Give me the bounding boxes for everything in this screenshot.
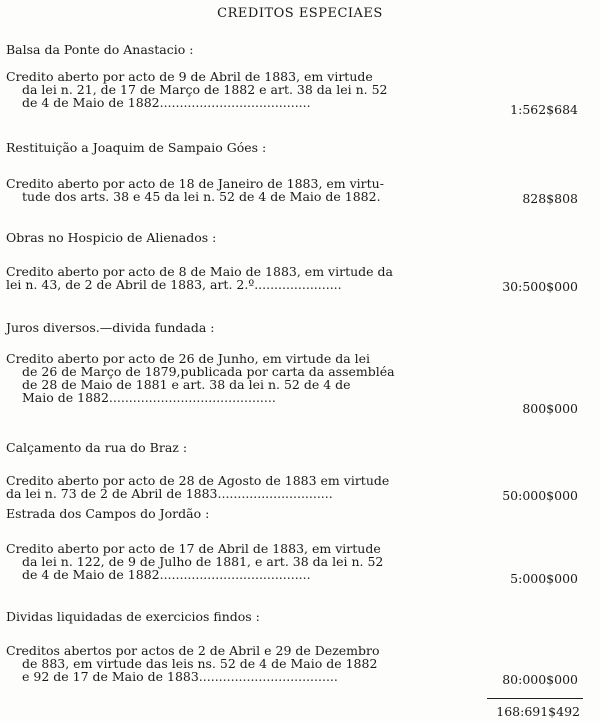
page-title: CREDITOS ESPECIAES: [217, 6, 383, 21]
section-entry-estrada: [6, 542, 446, 581]
amount-restituicao: 828$808: [522, 191, 578, 206]
amount-hospicio: 30:500$000: [502, 279, 578, 294]
entry-line: Credito aberto por acto de 17 de Abril de 1883, em virtude: [6, 541, 381, 556]
entry-line: de 4 de Maio de 1882......................................: [22, 567, 311, 582]
entry-line: de 883, em virtude das leis ns. 52 de 4 de Maio de 1882: [22, 656, 378, 671]
section-entry-calcamento: [6, 474, 446, 500]
section-heading-balsa: Balsa da Ponte do Anastacio :: [6, 42, 194, 57]
entry-line: da lei n. 21, de 17 de Março de 1882 e art. 38 da lei n. 52: [22, 82, 388, 97]
entry-line: da lei n. 73 de 2 de Abril de 1883.............................: [6, 486, 333, 501]
amount-juros: 800$000: [522, 401, 578, 416]
entry-line: Credito aberto por acto de 18 de Janeiro de 1883, em virtu-: [6, 176, 384, 191]
section-heading-dividas: Dividas liquidadas de exercicios findos :: [6, 609, 260, 624]
entry-line: Credito aberto por acto de 26 de Junho, em virtude da lei: [6, 351, 371, 366]
grand-total: 168:691$492: [496, 704, 580, 719]
section-entry-juros: [6, 352, 446, 404]
entry-line: de 4 de Maio de 1882......................................: [22, 95, 311, 110]
amount-balsa: 1:562$684: [510, 102, 578, 117]
section-heading-calcamento: Calçamento da rua do Braz :: [6, 440, 188, 455]
amount-calcamento: 50:000$000: [502, 488, 578, 503]
entry-line: Credito aberto por acto de 8 de Maio de 1883, em virtude da: [6, 264, 393, 279]
section-heading-hospicio: Obras no Hospicio de Alienados :: [6, 230, 217, 245]
section-heading-estrada: Estrada dos Campos do Jordão :: [6, 506, 210, 521]
entry-line: de 28 de Maio de 1881 e art. 38 da lei n. 52 de 4 de: [22, 377, 351, 392]
entry-line: e 92 de 17 de Maio de 1883...................................: [22, 669, 338, 684]
section-heading-restituicao: Restituição a Joaquim de Sampaio Góes :: [6, 140, 267, 155]
total-rule: [487, 698, 583, 699]
entry-line: Credito aberto por acto de 9 de Abril de 1883, em virtude: [6, 69, 373, 84]
entry-line: de 26 de Março de 1879,publicada por carta da assembléa: [22, 364, 395, 379]
amount-estrada: 5:000$000: [510, 571, 578, 586]
section-entry-dividas: [6, 644, 446, 683]
amount-dividas: 80:000$000: [502, 672, 578, 687]
entry-line: Credito aberto por acto de 28 de Agosto de 1883 em virtude: [6, 473, 390, 488]
entry-line: tude dos arts. 38 e 45 da lei n. 52 de 4 de Maio de 1882.: [22, 189, 381, 204]
section-heading-juros: Juros diversos.—divida fundada :: [6, 320, 215, 335]
section-entry-restituicao: [6, 177, 446, 203]
section-entry-hospicio: [6, 265, 446, 291]
entry-line: da lei n. 122, de 9 de Julho de 1881, e art. 38 da lei n. 52: [22, 554, 384, 569]
entry-line: Creditos abertos por actos de 2 de Abril e 29 de Dezembro: [6, 643, 380, 658]
section-entry-balsa: [6, 70, 446, 109]
entry-line: lei n. 43, de 2 de Abril de 1883, art. 2.º......................: [6, 277, 342, 292]
entry-line: Maio de 1882..........................................: [22, 390, 276, 405]
